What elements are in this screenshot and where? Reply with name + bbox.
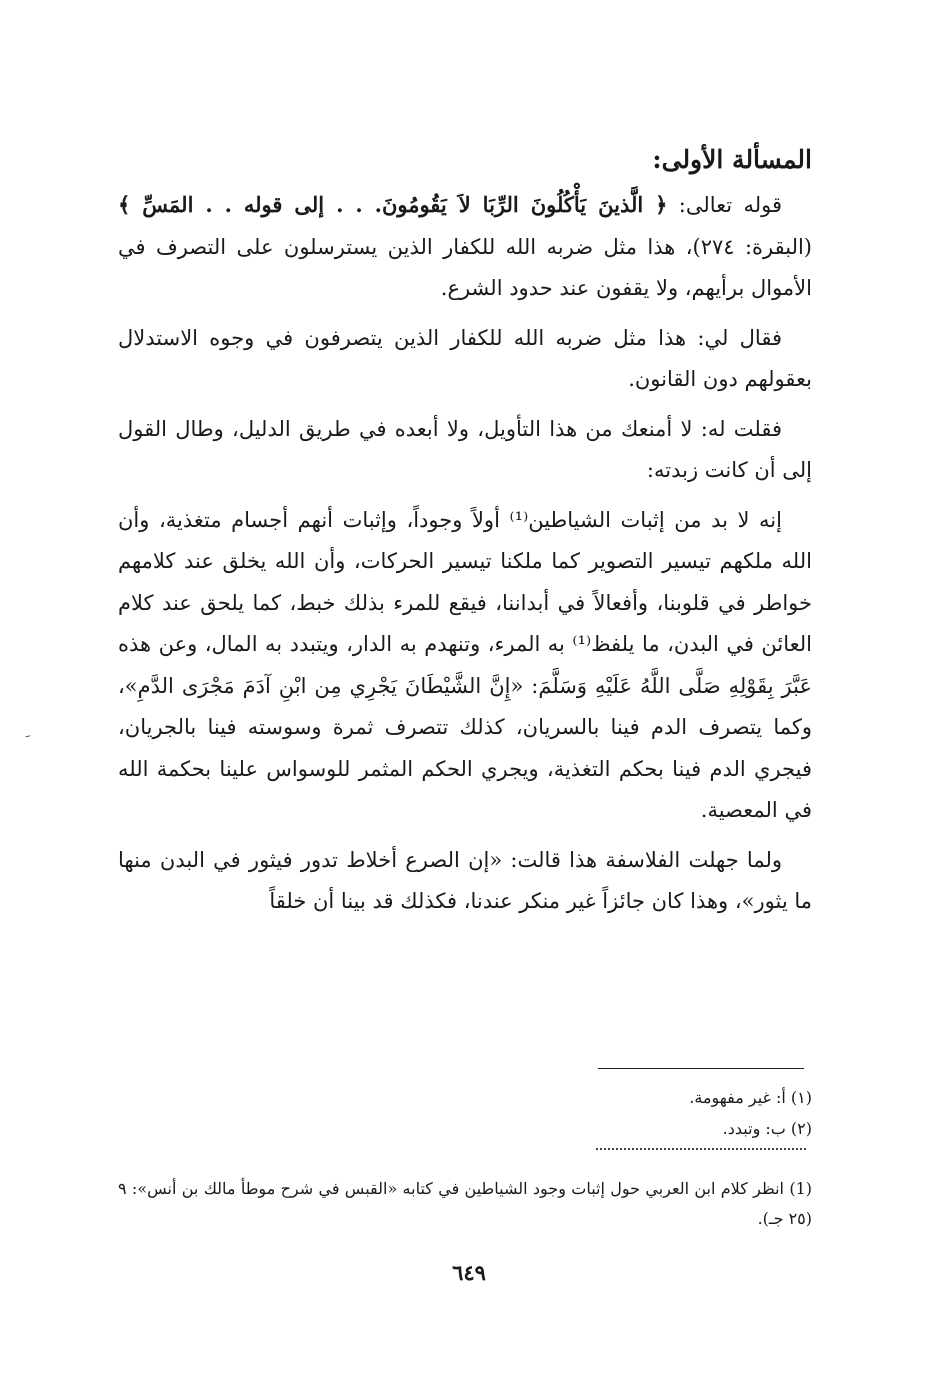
paragraph-4: إنه لا بد من إثبات الشياطين⁽¹⁾ أولاً وجوداً، وإثبات أنهم أجسام متغذية، وأن الله ملكهم تيسير التصوير كما ملكنا تيسير الحركات، وأن الله يخلق عند كلامهم خواطر في قلوبنا، وأفعالاً في أبداننا، فيقع للمرء بذلك خبط، كما يلحق عند كلام العائن في البدن، ما يلفظ⁽¹⁾ به المرء، وتنهدم به الدار، ويتبدد به المال، وعن هذه عَبَّرَ بِقَوْلِهِ صَلَّى اللَّهُ عَلَيْهِ وَسَلَّمَ: «إِنَّ الشَّيْطَانَ يَجْرِي مِن ابْنِ آدَمَ مَجْرَى الدَّمِ»، وكما يتصرف الدم فينا بالسريان، كذلك تتصرف ثمرة وسوسته فينا بالجريان، فيجري الدم فينا بحكم التغذية، ويجري الحكم المثمر للوسواس علينا بحكمة الله في المعصية. <box>118 507 812 822</box>
main-text <box>118 140 812 931</box>
paragraph-2: فقال لي: هذا مثل ضربه الله للكفار الذين يتصرفون في وجوه الاستدلال بعقولهم دون القانون. <box>118 325 812 391</box>
paragraph-1-rest: (البقرة: ٢٧٤)، هذا مثل ضربه الله للكفار الذين يسترسلون على التصرف في الأموال برأيهم، ولا يقفون عند حدود الشرع. <box>118 234 812 300</box>
footnote-divider <box>598 1068 804 1069</box>
footnote-2: (٢) ب: وتبدد. <box>722 1119 812 1138</box>
paragraph-1 <box>118 184 812 310</box>
paragraph-5: ولما جهلت الفلاسفة هذا قالت: «إن الصرع أخلاط تدور فيثور في البدن منها ما يثور»، وهذا كان جائزاً غير منكر عندنا، فكذلك قد بينا أن خلقاً <box>118 847 812 913</box>
paragraph-3: فقلت له: لا أمنعك من هذا التأويل، ولا أبعده في طريق الدليل، وطال القول إلى أن كانت زبدته: <box>118 416 812 482</box>
page-number: ٦٤٩ <box>452 1260 486 1285</box>
footnote-1: (١) أ: غير مفهومة. <box>689 1088 812 1107</box>
paragraph-1-intro: قوله تعالى: <box>667 193 783 217</box>
footnotes <box>118 1082 812 1144</box>
section-heading: المسألة الأولى: <box>652 145 812 174</box>
quran-verse: ﴿ الَّذينَ يَأْكُلُونَ الرِّبَا لاَ يَقُومُونَ. . . إلى قوله . . المَسِّ ﴾ <box>118 192 668 217</box>
dotted-divider <box>596 1148 806 1150</box>
editor-note: (1) انظر كلام ابن العربي حول إثبات وجود الشياطين في كتابه «القبس في شرح موطأ مالك بن أنس»: ٩ (٢٥ جـ). <box>118 1179 812 1228</box>
